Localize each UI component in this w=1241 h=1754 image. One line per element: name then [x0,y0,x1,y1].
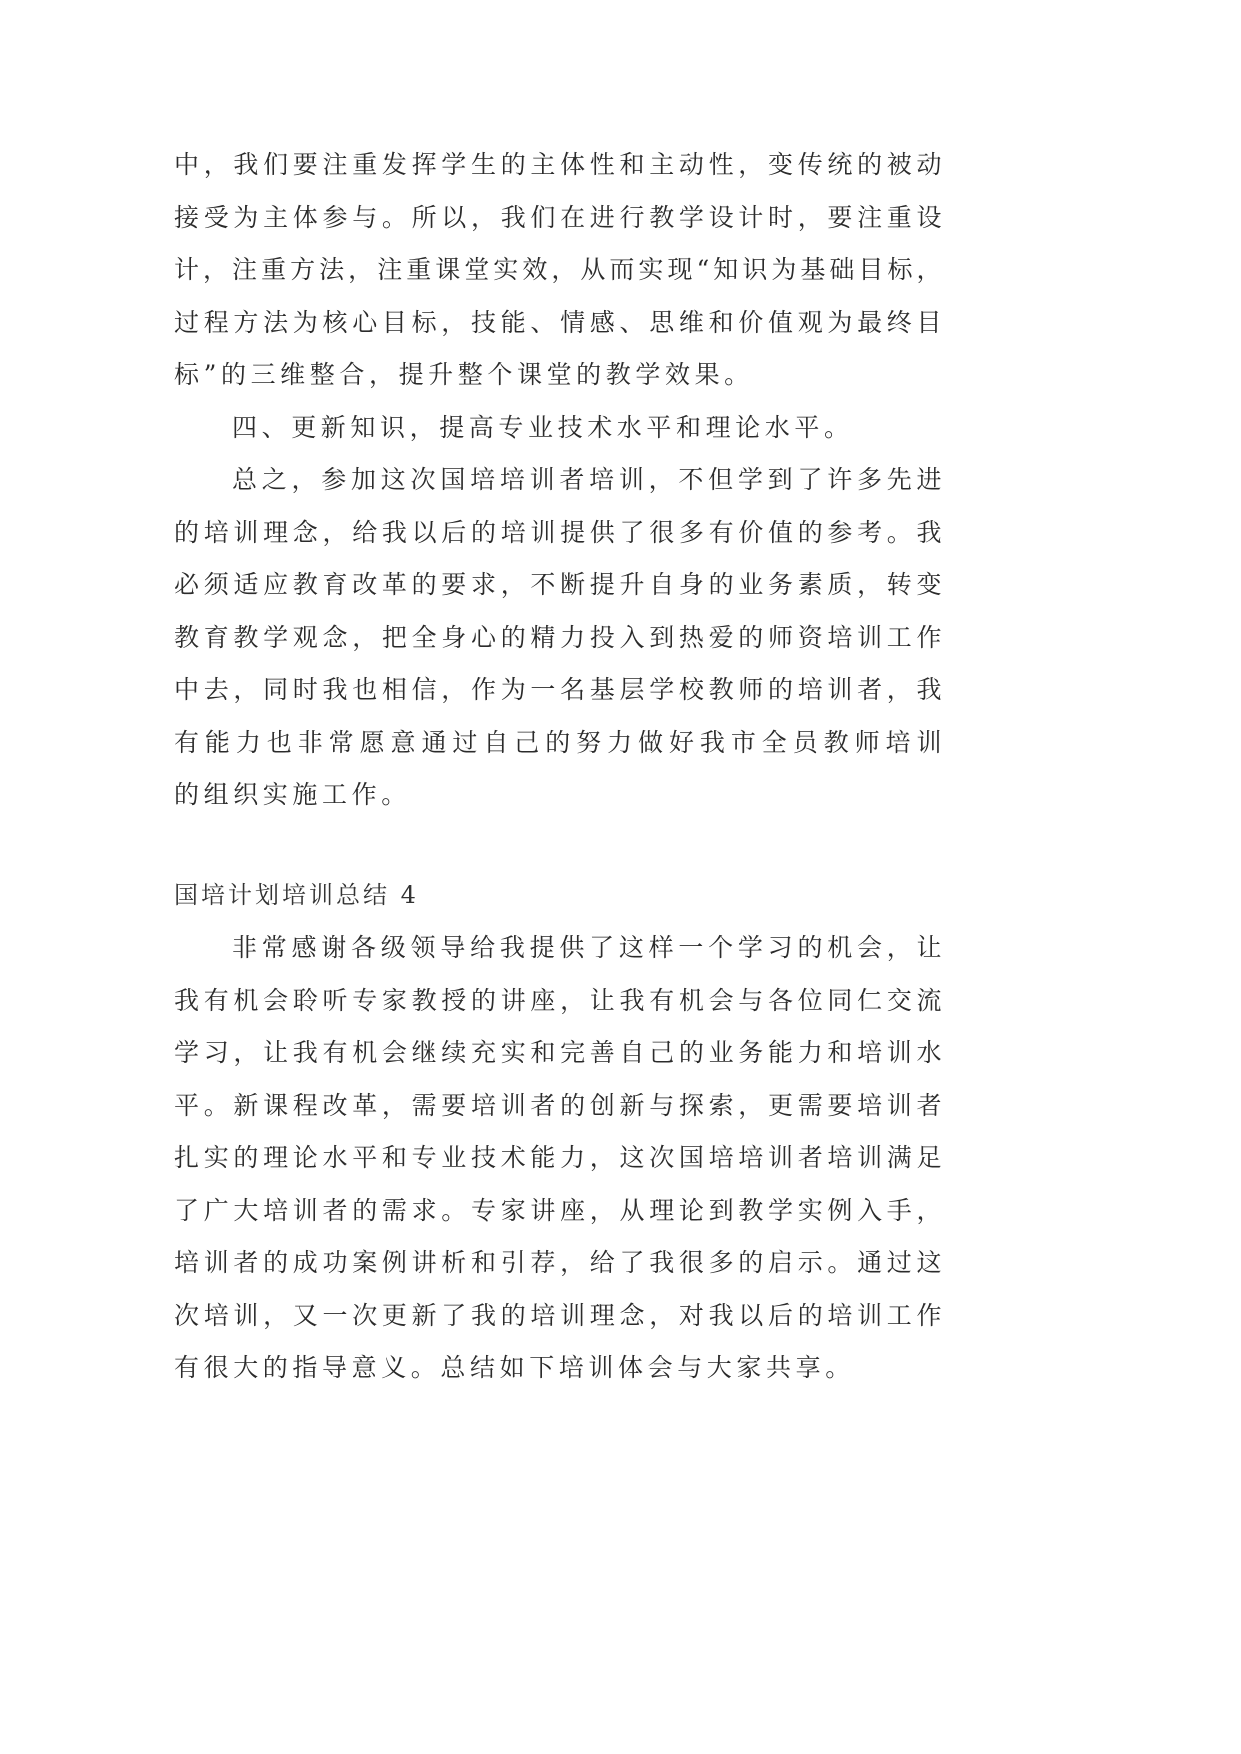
section-1 [174,139,944,822]
text-line: 总之，参加这次国培培训者培训，不但学到了许多先进 [232,465,944,494]
text-line: 教育教学观念，把全身心的精力投入到热爱的师资培训工作 [174,622,944,652]
text-line: 扎实的理论水平和专业技术能力，这次国培培训者培训满足 [174,1143,944,1172]
text-line: 次培训，又一次更新了我的培训理念，对我以后的培训工作 [174,1300,944,1330]
text-line: 接受为主体参与。所以，我们在进行教学设计时，要注重设 [174,202,944,232]
text-line: 过程方法为核心目标，技能、情感、思维和价值观为最终目 [174,307,944,337]
text-line: 标”的三维整合，提升整个课堂的教学效果。 [174,360,754,389]
text-line: 平。新课程改革，需要培训者的创新与探索，更需要培训者 [174,1090,944,1120]
text-line: 有能力也非常愿意通过自己的努力做好我市全员教师培训 [174,727,944,757]
text-line: 我有机会聆听专家教授的讲座，让我有机会与各位同仁交流 [174,985,944,1015]
text-line: 非常感谢各级领导给我提供了这样一个学习的机会，让 [232,933,944,962]
text-line: 计，注重方法，注重课堂实效，从而实现“知识为基础目标， [174,255,944,284]
paragraph-1 [174,139,944,402]
paragraph-2 [174,402,944,455]
text-line: 的培训理念，给我以后的培训提供了很多有价值的参考。我 [174,517,944,547]
text-line: 培训者的成功案例讲析和引荐，给了我很多的启示。通过这 [174,1248,944,1277]
text-line: 学习，让我有机会继续充实和完善自己的业务能力和培训水 [174,1038,944,1067]
text-line: 的组织实施工作。 [174,780,411,809]
text-line: 四、更新知识，提高专业技术水平和理论水平。 [232,412,854,442]
text-line: 有很大的指导意义。总结如下培训体会与大家共享。 [174,1353,855,1382]
paragraph-3 [174,454,944,822]
text-line: 必须适应教育改革的要求，不断提升自身的业务素质，转变 [174,570,944,599]
text-line: 了广大培训者的需求。专家讲座，从理论到教学实例入手， [174,1195,944,1225]
section-heading: 国培计划培训总结 4 [174,881,419,909]
text-line: 中，我们要注重发挥学生的主体性和主动性，变传统的被动 [174,150,944,179]
paragraph-4 [174,922,944,1395]
text-line: 中去，同时我也相信，作为一名基层学校教师的培训者，我 [174,675,944,704]
section-2 [174,922,944,1395]
